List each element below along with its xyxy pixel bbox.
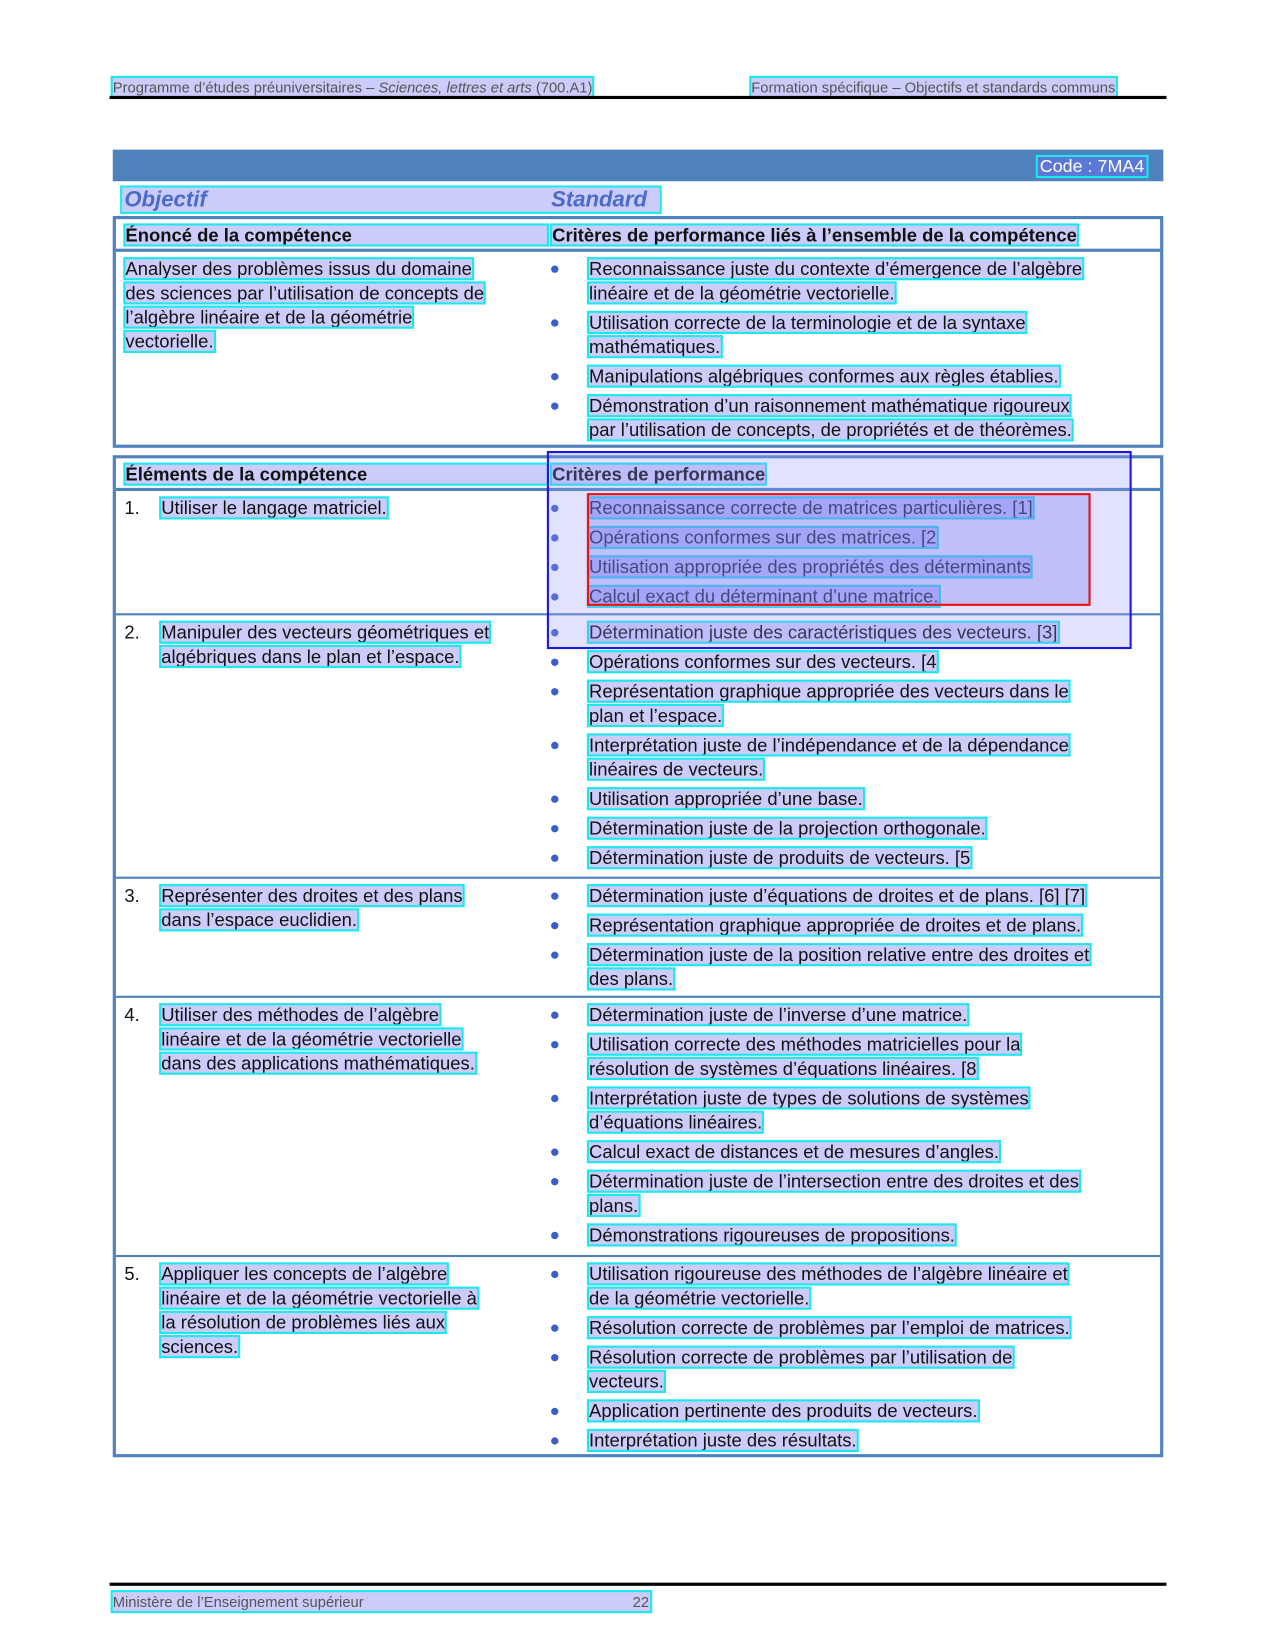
criterion-text: Interprétation juste de l’indépendance et de la dépendance [589,734,1069,756]
text-line [160,1336,546,1360]
criterion-item [552,586,1163,610]
criterion-text: résolution de systèmes d’équations linéaires. [8 [589,1057,977,1079]
element-criteria [552,1004,1163,1254]
standard-heading: Standard [551,187,647,212]
criterion-item [552,651,1163,675]
criterion-line [588,1371,1163,1395]
criterion-item [552,1034,1163,1082]
criterion-line [588,1112,1163,1136]
element-number: 5. [124,1263,140,1285]
text-line [160,1053,546,1077]
bullet-icon [551,593,558,600]
criterion-line [588,681,1163,705]
objectif-heading: Objectif [124,187,207,212]
criterion-text: vecteurs. [589,1370,664,1392]
criterion-item [552,1171,1163,1219]
bullet-icon [551,1095,558,1102]
criterion-line [588,1347,1163,1371]
elements-table-header [116,458,1160,491]
criterion-item [552,885,1163,909]
element-text [124,1263,545,1360]
text-line [124,258,545,282]
text-line [160,1004,546,1028]
bullet-icon [551,659,558,666]
criterion-text: Utilisation appropriée des propriétés des déterminants [589,556,1031,578]
element-row [116,1257,1160,1460]
running-header-left [112,77,594,98]
criterion-item [552,395,1163,443]
text-line-content: Utiliser des méthodes de l’algèbre [161,1004,439,1026]
criterion-line [588,1004,1163,1028]
criterion-line [588,497,1163,521]
bullet-icon [551,1232,558,1239]
element-row [116,998,1160,1257]
running-header-right [750,77,1116,98]
criterion-item [552,1400,1163,1424]
bullet-icon [551,742,558,749]
text-line-content: Analyser des problèmes issus du domaine [125,258,472,280]
text-line-content: l’algèbre linéaire et de la géométrie [125,306,413,328]
criterion-text: Détermination juste de l’intersection entre des droites et des [589,1170,1079,1192]
text-line-content: algébriques dans le plan et l’espace. [161,645,460,667]
criterion-line [588,527,1163,551]
text-line-content: Manipuler des vecteurs géométriques et [161,621,490,643]
text-line [160,497,546,521]
text-line-content: dans des applications mathématiques. [161,1052,475,1074]
criterion-line [588,915,1163,939]
criterion-item [552,497,1163,521]
criterion-line [588,586,1163,610]
criterion-text: Détermination juste de la position relative entre des droites et [589,944,1090,966]
criterion-text: Calcul exact de distances et de mesures d’angles. [589,1141,1000,1163]
criterion-item [552,1263,1163,1311]
text-line [160,885,546,909]
competence-table [113,216,1164,448]
element-row [116,615,1160,878]
criterion-item [552,1004,1163,1028]
element-criteria [552,497,1163,615]
text-line-content: la résolution de problèmes liés aux [161,1311,446,1333]
criterion-text: Reconnaissance juste du contexte d’émergence de l’algèbre [589,258,1083,280]
criterion-line [588,1034,1163,1058]
criterion-text: Résolution correcte de problèmes par l’emploi de matrices. [589,1317,1070,1339]
text-line-content: linéaire et de la géométrie vectorielle [161,1028,462,1050]
header-program-code: (700.A1) [531,79,593,96]
criterion-text: Démonstrations rigoureuses de propositions. [589,1224,955,1246]
criterion-text: Utilisation appropriée d’une base. [589,788,863,810]
criterion-line [588,1317,1163,1341]
criterion-text: Interprétation juste de types de solutions de systèmes [589,1087,1029,1109]
criterion-item [552,818,1163,842]
criterion-item [552,1224,1163,1248]
element-criteria [552,885,1163,998]
text-line-content: des sciences par l’utilisation de concepts de [125,282,485,304]
criterion-line [588,419,1163,443]
bullet-icon [551,951,558,958]
header-rule [110,96,1167,99]
criterion-text: Représentation graphique appropriée des vecteurs dans le [589,680,1069,702]
criterion-line [588,312,1163,336]
criterion-line [588,1288,1163,1312]
criterion-text: Détermination juste de produits de vecteurs. [5 [589,847,971,869]
bullet-icon [551,1178,558,1185]
criterion-line [588,395,1163,419]
criterion-line [588,847,1163,871]
criterion-text: Opérations conformes sur des matrices. [2 [589,526,937,548]
element-text [124,1004,545,1077]
text-line-content: Représenter des droites et des plans [161,885,463,907]
bullet-icon [551,825,558,832]
bullet-icon [551,319,558,326]
text-line [160,622,546,646]
header-program-name: Sciences, lettres et arts [378,79,532,96]
bullet-icon [551,629,558,636]
element-row [116,879,1160,998]
criterion-line [588,282,1163,306]
criterion-text: Détermination juste d’équations de droites et de plans. [6] [7] [589,885,1086,907]
criterion-line [588,556,1163,580]
elements-header: Éléments de la compétence [124,464,548,485]
criterion-item [552,527,1163,551]
criterion-line [588,622,1163,646]
element-text [124,885,545,933]
criterion-line [588,258,1163,282]
criterion-line [588,944,1163,968]
bullet-icon [551,1041,558,1048]
criterion-line [588,759,1163,783]
element-criteria [552,622,1163,877]
competence-table-header [116,219,1160,252]
criterion-text: Utilisation correcte de la terminologie et de la syntaxe [589,311,1026,333]
text-line [160,1312,546,1336]
text-line [160,909,546,933]
criterion-text: Utilisation correcte des méthodes matricielles pour la [589,1033,1021,1055]
criterion-text: Représentation graphique appropriée de droites et de plans. [589,914,1082,936]
bullet-icon [551,403,558,410]
criterion-line [588,1224,1163,1248]
bullet-icon [551,892,558,899]
criterion-item [552,681,1163,729]
criterion-text: d’équations linéaires. [589,1111,763,1133]
criterion-text: par l’utilisation de concepts, de propriétés et de théorèmes. [589,419,1072,441]
criterion-text: Reconnaissance correcte de matrices particulières. [1] [589,497,1033,519]
criterion-line [588,818,1163,842]
criterion-item [552,366,1163,390]
criterion-item [552,847,1163,871]
bullet-icon [551,688,558,695]
bullet-icon [551,534,558,541]
criterion-line [588,705,1163,729]
criterion-item [552,1087,1163,1135]
header-program: Programme d’études préuniversitaires – [112,79,379,96]
criterion-text: Démonstration d’un raisonnement mathématique rigoureux [589,395,1070,417]
text-line-content: linéaire et de la géométrie vectorielle à [161,1287,477,1309]
criterion-item [552,1141,1163,1165]
bullet-icon [551,796,558,803]
criterion-text: Interprétation juste des résultats. [589,1429,857,1451]
criterion-text: linéaire et de la géométrie vectorielle. [589,282,895,304]
criterion-text: Détermination juste des caractéristiques des vecteurs. [3] [589,621,1058,643]
criterion-line [588,788,1163,812]
criterion-item [552,312,1163,360]
criterion-line [588,968,1163,992]
criterion-item [552,788,1163,812]
footer [112,1591,651,1612]
criterion-item [552,258,1163,306]
criterion-line [588,336,1163,360]
criterion-line [588,1171,1163,1195]
criterion-text: Détermination juste de la projection orthogonale. [589,817,986,839]
criterion-item [552,1317,1163,1341]
criterion-text: des plans. [589,968,674,990]
criteria-list [552,258,1163,449]
text-line [160,1263,546,1287]
criterion-line [588,1058,1163,1082]
criterion-text: Résolution correcte de problèmes par l’utilisation de [589,1346,1013,1368]
criterion-item [552,622,1163,646]
criterion-line [588,1400,1163,1424]
element-number: 4. [124,1004,140,1026]
bullet-icon [551,1408,558,1415]
footer-rule [110,1583,1167,1586]
criterion-line [588,734,1163,758]
element-number: 1. [124,497,140,519]
text-line-content: dans l’espace euclidien. [161,909,358,931]
criterion-text: Manipulations algébriques conformes aux règles établies. [589,365,1059,387]
text-line-content: vectorielle. [125,330,214,352]
competence-row [116,252,1160,445]
criterion-line [588,1087,1163,1111]
criterion-text: Détermination juste de l’inverse d’une matrice. [589,1004,968,1026]
criterion-text: de la géométrie vectorielle. [589,1287,810,1309]
criterion-text: plans. [589,1194,639,1216]
criterion-text: Utilisation rigoureuse des méthodes de l’algèbre linéaire et [589,1263,1068,1285]
criterion-line [588,1263,1163,1287]
element-row [116,491,1160,615]
bullet-icon [551,1325,558,1332]
text-line [160,1028,546,1052]
element-text [124,497,545,521]
criterion-item [552,915,1163,939]
code-bar [113,150,1164,182]
criterion-item [552,734,1163,782]
element-number: 3. [124,885,140,907]
text-line-content: Utiliser le langage matriciel. [161,497,387,519]
criterion-line [588,885,1163,909]
objectif-standard-row [122,188,659,212]
criterion-item [552,556,1163,580]
criterion-text: Application pertinente des produits de vecteurs. [589,1400,978,1422]
enonce-text [124,258,545,355]
criterion-line [588,1141,1163,1165]
bullet-icon [551,1012,558,1019]
criterion-item [552,1347,1163,1395]
criterion-line [588,651,1163,675]
criterion-text: plan et l’espace. [589,704,723,726]
criterion-text: Opérations conformes sur des vecteurs. [4 [589,651,937,673]
text-line-content: Appliquer les concepts de l’algèbre [161,1263,448,1285]
bullet-icon [551,266,558,273]
elements-table [113,455,1164,1457]
bullet-icon [551,922,558,929]
text-line-content: sciences. [161,1336,239,1358]
text-line [124,282,545,306]
criterion-line [588,366,1163,390]
bullet-icon [551,855,558,862]
element-number: 2. [124,621,140,643]
criterion-line [588,1430,1163,1454]
text-line [124,331,545,355]
bullet-icon [551,1149,558,1156]
criterion-text: linéaires de vecteurs. [589,758,764,780]
element-text [124,622,545,670]
criterion-item [552,944,1163,992]
header-section: Formation spécifique – Objectifs et standards communs [750,77,1116,98]
course-code: Code : 7MA4 [1038,157,1147,176]
bullet-icon [551,1271,558,1278]
bullet-icon [551,564,558,571]
criterion-item [552,1430,1163,1454]
criterion-text: mathématiques. [589,336,721,358]
criterion-line [588,1195,1163,1219]
footer-ministry: Ministère de l’Enseignement supérieur [112,1593,364,1611]
page-number: 22 [632,1593,650,1611]
bullet-icon [551,505,558,512]
criteria-global-header: Critères de performance liés à l’ensemble de la compétence [552,224,1077,246]
bullet-icon [551,1437,558,1444]
text-line [124,307,545,331]
criterion-text: Calcul exact du déterminant d’une matrice. [589,585,939,607]
bullet-icon [551,1354,558,1361]
enonce-header: Énoncé de la compétence [124,224,548,245]
element-criteria [552,1263,1163,1459]
bullet-icon [551,373,558,380]
text-line [160,646,546,670]
criteria-header: Critères de performance [552,463,766,485]
text-line [160,1288,546,1312]
